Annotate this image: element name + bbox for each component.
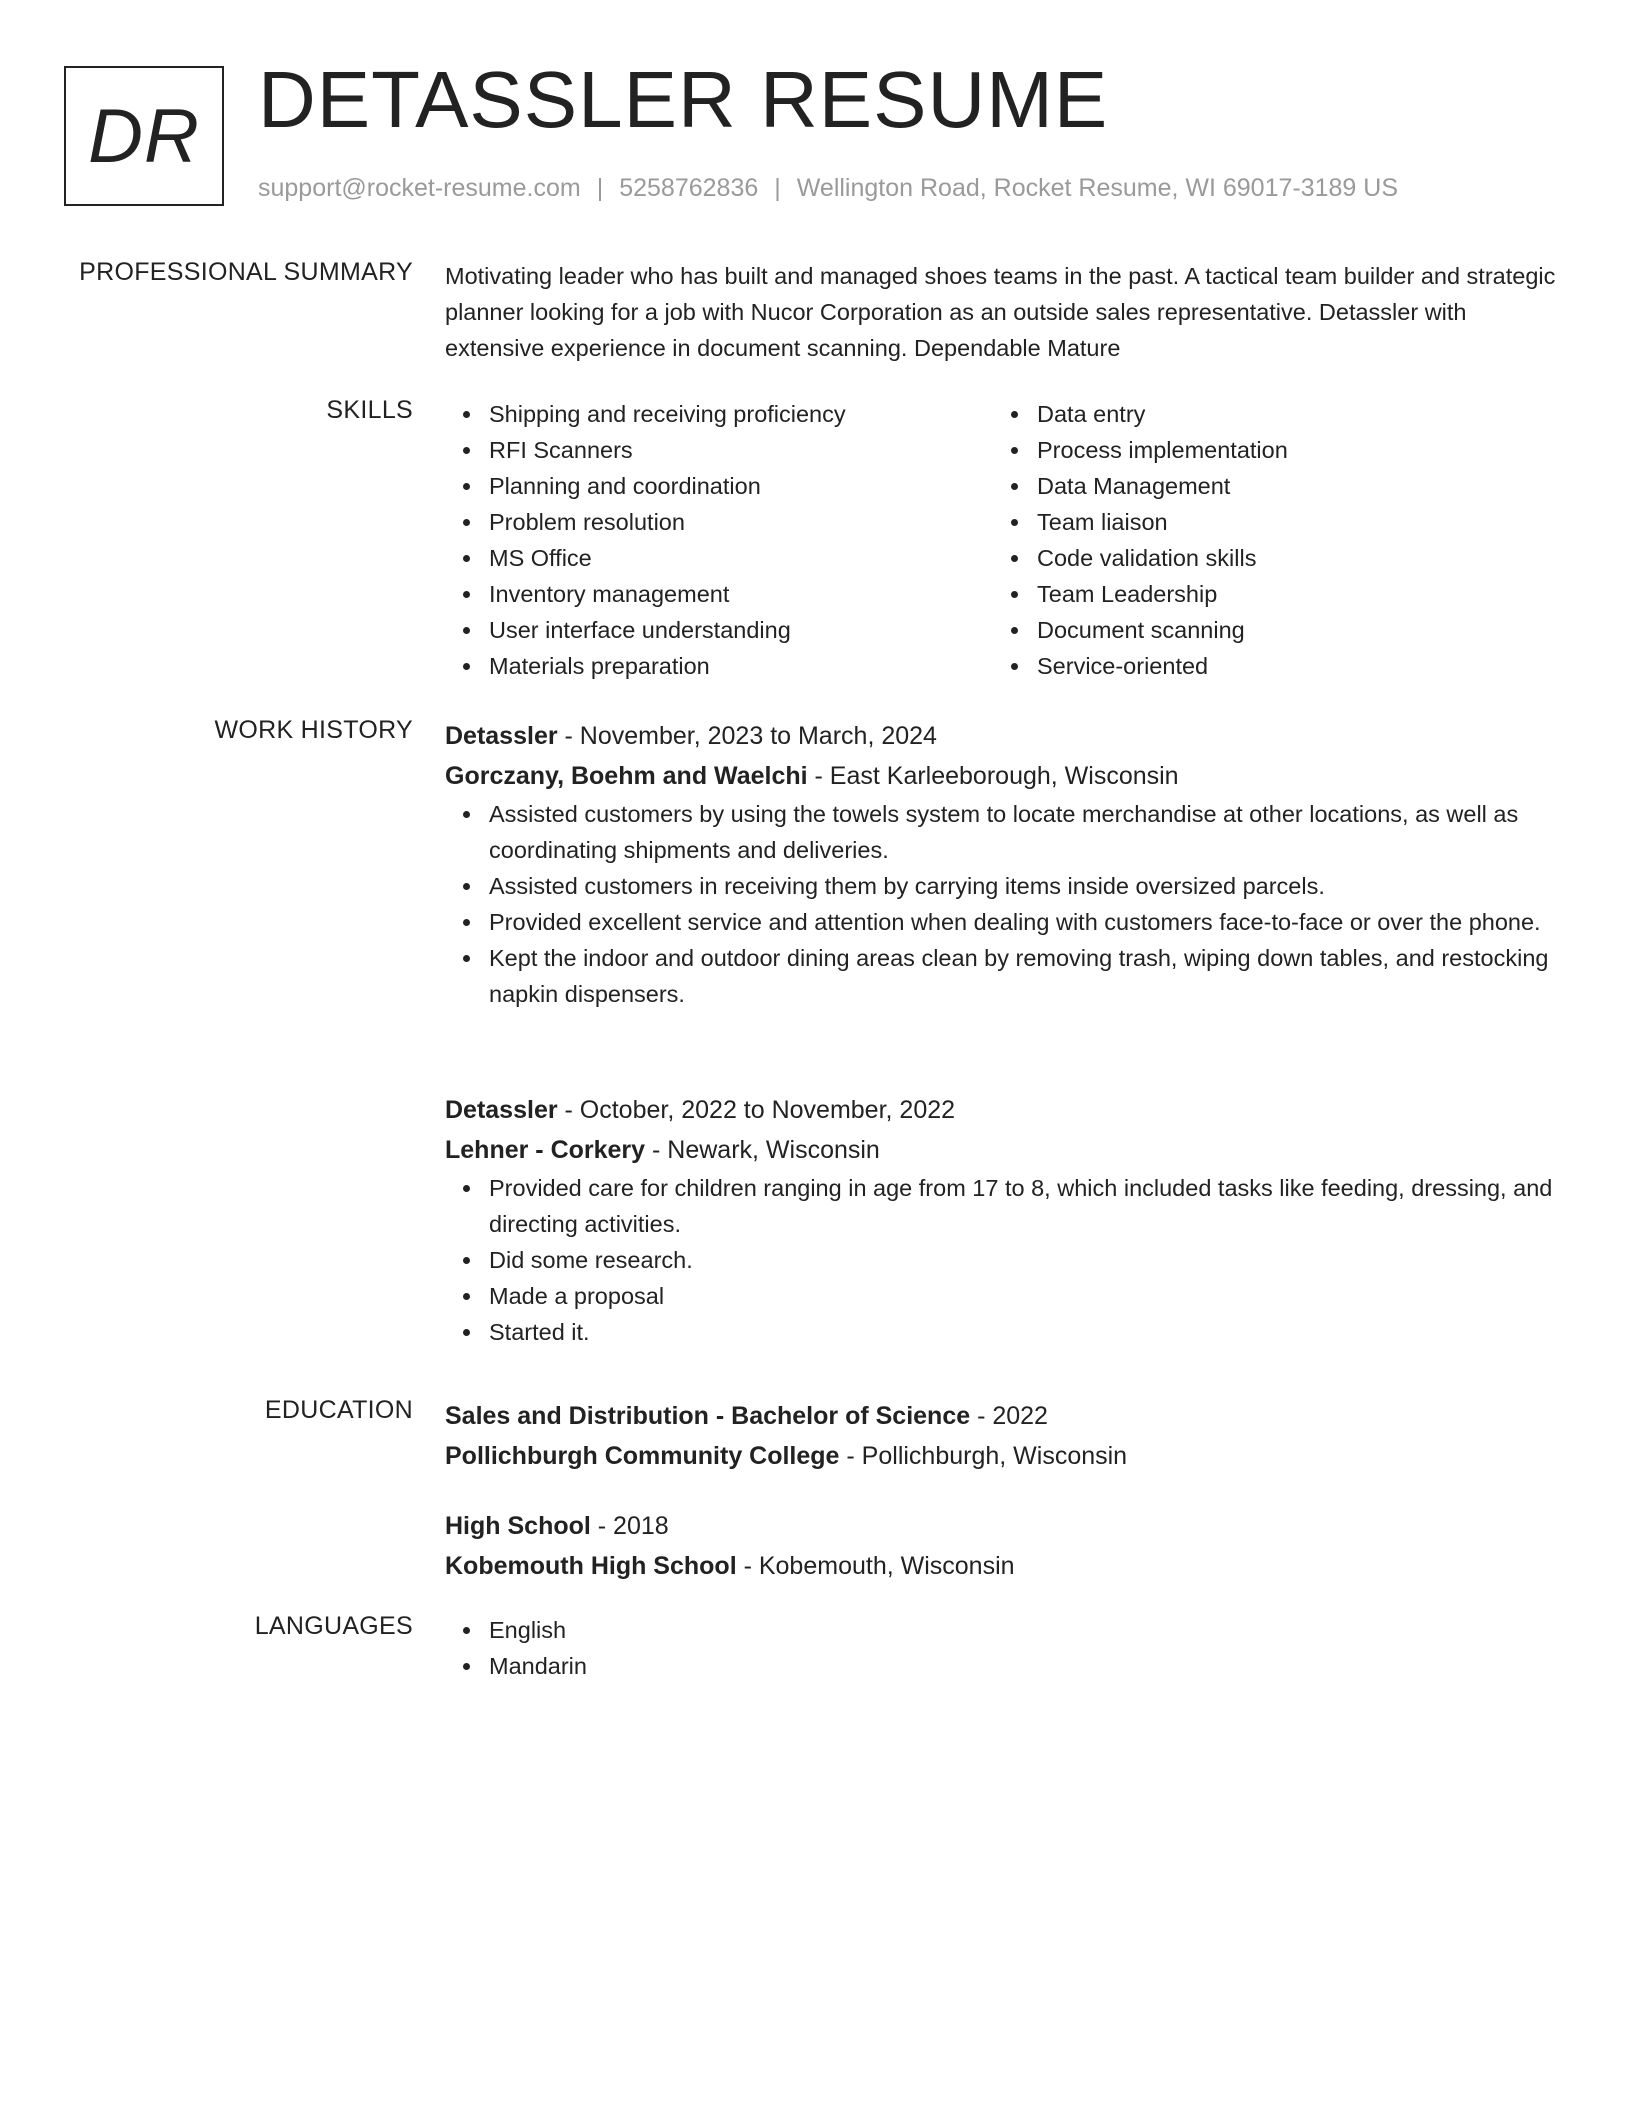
skill-item: User interface understanding bbox=[489, 612, 993, 648]
skill-item: Data entry bbox=[1037, 396, 1541, 432]
job-entry bbox=[445, 1090, 1565, 1350]
job-duty: Assisted customers by using the towels system to locate merchandise at other locations, as well as coordinating shipments and deliveries. bbox=[489, 796, 1565, 868]
language-item: English bbox=[489, 1612, 1565, 1648]
skill-item: Process implementation bbox=[1037, 432, 1541, 468]
skill-item: Document scanning bbox=[1037, 612, 1541, 648]
education-location: - Pollichburgh, Wisconsin bbox=[839, 1442, 1128, 1470]
skill-item: Planning and coordination bbox=[489, 468, 993, 504]
job-duties-list bbox=[445, 1170, 1565, 1350]
skill-item: Problem resolution bbox=[489, 504, 993, 540]
skill-item: Service-oriented bbox=[1037, 648, 1541, 684]
languages-body bbox=[445, 1612, 1565, 1684]
page-title: DETASSLER RESUME bbox=[258, 55, 1109, 144]
education-year: - 2022 bbox=[970, 1402, 1048, 1430]
education-school: Kobemouth High School bbox=[445, 1552, 737, 1580]
job-duty: Did some research. bbox=[489, 1242, 1565, 1278]
job-company: Gorczany, Boehm and Waelchi bbox=[445, 762, 808, 790]
job-duty: Assisted customers in receiving them by carrying items inside oversized parcels. bbox=[489, 868, 1565, 904]
contact-line bbox=[258, 174, 1398, 203]
job-title: Detassler bbox=[445, 722, 558, 750]
job-company: Lehner - Corkery bbox=[445, 1136, 646, 1164]
education-entry bbox=[445, 1396, 1565, 1476]
skill-item: Team liaison bbox=[1037, 504, 1541, 540]
education-entry bbox=[445, 1506, 1565, 1586]
job-title-line bbox=[445, 1090, 1565, 1130]
skill-item: Data Management bbox=[1037, 468, 1541, 504]
job-duty: Started it. bbox=[489, 1314, 1565, 1350]
job-location: - Newark, Wisconsin bbox=[645, 1136, 880, 1164]
skills-grid bbox=[445, 396, 1565, 684]
job-title: Detassler bbox=[445, 1096, 558, 1124]
languages-list bbox=[445, 1612, 1565, 1684]
skills-list-left bbox=[445, 396, 993, 684]
section-heading-education: EDUCATION bbox=[264, 1396, 413, 1424]
skill-item: Code validation skills bbox=[1037, 540, 1541, 576]
summary-text: Motivating leader who has built and managed shoes teams in the past. A tactical team builder and strategic planner looking for a job with Nucor Corporation as an outside sales representative. Detassler with extensive experience in document scanning. Dependable Mature bbox=[445, 263, 1556, 361]
language-item: Mandarin bbox=[489, 1648, 1565, 1684]
job-duty: Provided care for children ranging in age from 17 to 8, which included tasks like feeding, dressing, and directing activities. bbox=[489, 1170, 1565, 1242]
skills-column-left bbox=[445, 396, 993, 684]
education-degree: Sales and Distribution - Bachelor of Science bbox=[445, 1402, 971, 1430]
job-location: - East Karleeborough, Wisconsin bbox=[807, 762, 1179, 790]
education-degree-line bbox=[445, 1506, 1565, 1546]
skills-list-right bbox=[993, 396, 1541, 684]
education-degree: High School bbox=[445, 1512, 591, 1540]
job-company-line bbox=[445, 756, 1565, 796]
job-duty: Made a proposal bbox=[489, 1278, 1565, 1314]
contact-separator: | bbox=[774, 174, 781, 202]
section-heading-work-history: WORK HISTORY bbox=[214, 716, 413, 744]
job-duty: Kept the indoor and outdoor dining areas clean by removing trash, wiping down tables, and restocking napkin dispensers. bbox=[489, 940, 1565, 1012]
education-school-line bbox=[445, 1546, 1565, 1586]
job-dates: - November, 2023 to March, 2024 bbox=[557, 722, 937, 750]
monogram-logo: DR bbox=[64, 66, 224, 206]
contact-separator: | bbox=[596, 174, 604, 202]
job-title-line bbox=[445, 716, 1565, 756]
skills-body bbox=[445, 396, 1565, 684]
section-heading-languages: LANGUAGES bbox=[254, 1612, 413, 1640]
education-school: Pollichburgh Community College bbox=[445, 1442, 840, 1470]
job-duties-list bbox=[445, 796, 1565, 1012]
job-entry bbox=[445, 716, 1565, 1012]
education-degree-line bbox=[445, 1396, 1565, 1436]
education-year: - 2018 bbox=[590, 1512, 669, 1540]
skill-item: Team Leadership bbox=[1037, 576, 1541, 612]
job-duty: Provided excellent service and attention when dealing with customers face-to-face or over the phone. bbox=[489, 904, 1565, 940]
skill-item: Shipping and receiving proficiency bbox=[489, 396, 993, 432]
skill-item: RFI Scanners bbox=[489, 432, 993, 468]
skill-item: Inventory management bbox=[489, 576, 993, 612]
job-dates: - October, 2022 to November, 2022 bbox=[557, 1096, 956, 1124]
section-heading-skills: SKILLS bbox=[326, 396, 413, 424]
job-company-line bbox=[445, 1130, 1565, 1170]
contact-phone: 5258762836 bbox=[619, 174, 759, 202]
education-school-line bbox=[445, 1436, 1565, 1476]
skill-item: MS Office bbox=[489, 540, 993, 576]
education-location: - Kobemouth, Wisconsin bbox=[736, 1552, 1015, 1580]
contact-email: support@rocket-resume.com bbox=[258, 174, 581, 202]
skills-column-right bbox=[993, 396, 1541, 684]
section-heading-summary: PROFESSIONAL SUMMARY bbox=[79, 258, 413, 286]
summary-body bbox=[445, 258, 1565, 366]
contact-address: Wellington Road, Rocket Resume, WI 69017-3189 US bbox=[796, 174, 1398, 202]
skill-item: Materials preparation bbox=[489, 648, 993, 684]
